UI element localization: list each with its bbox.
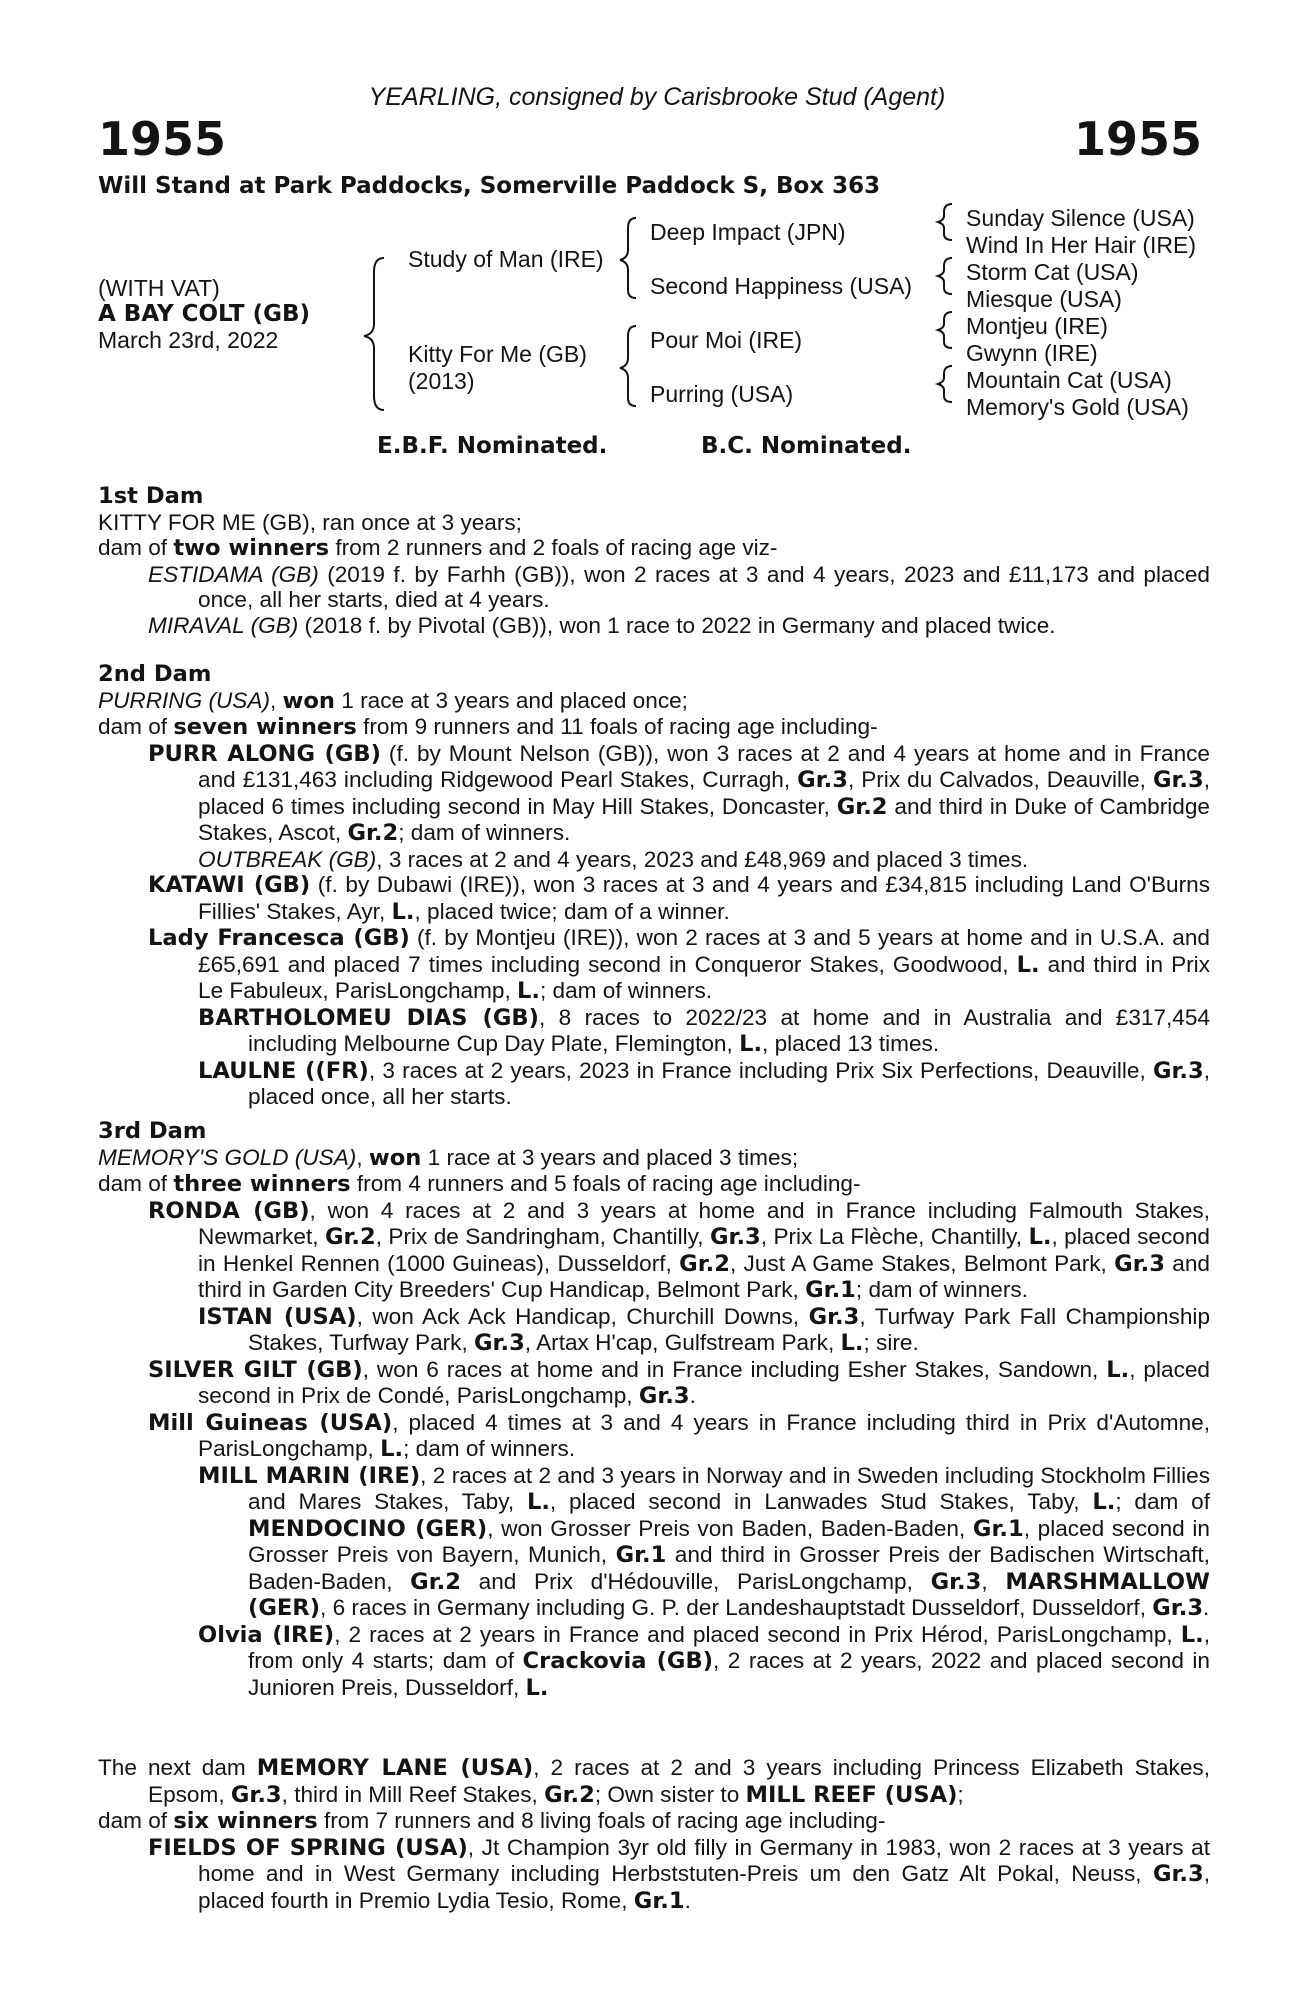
pedigree-dam: Kitty For Me (GB)	[408, 341, 587, 367]
produce-outbreak: OUTBREAK (GB), 3 races at 2 and 4 years, 2023 and £48,969 and placed 3 times.	[198, 846, 1029, 872]
pedigree-sire-dam: Second Happiness (USA)	[650, 273, 913, 299]
pedigree-g3-2: Wind In Her Hair (IRE)	[966, 232, 1197, 258]
bc-nomination: B.C. Nominated.	[701, 433, 912, 459]
produce-ronda: RONDA (GB), won 4 races at 2 and 3 years at home and in France including Falmouth Stakes, Newmarket, Gr.2, Prix de Sandringham, Chantilly, Gr.3, Prix La Flèche, Chantilly, L., placed second in Henkel Rennen (1000 Guineas), Dusseldorf, Gr.2, Just A Game Stakes, Belmont Park, Gr.3 and third in Garden City Breeders' Cup Handicap, Belmont Park, Gr.1; dam of winners.	[148, 1197, 1210, 1303]
first-dam-heading: 1st Dam	[98, 483, 204, 509]
produce-laulne: LAULNE ((FR), 3 races at 2 years, 2023 in France including Prix Six Perfections, Deauville, Gr.3, placed once, all her starts.	[198, 1057, 1210, 1109]
third-dam-section	[98, 1119, 1210, 1701]
produce-mill-guineas: Mill Guineas (USA), placed 4 times at 3 and 4 years in France including third in Prix d'Automne, ParisLongchamp, L.; dam of winners.	[148, 1409, 1210, 1462]
produce-estidama: ESTIDAMA (GB) (2019 f. by Farhh (GB)), won 2 races at 3 and 4 years, 2023 and £11,173 and placed once, all her starts, died at 4 years.	[148, 561, 1210, 612]
pedigree-sire-sire: Deep Impact (JPN)	[650, 219, 846, 245]
third-dam-line: MEMORY'S GOLD (USA), won 1 race at 3 years and placed 3 times;	[98, 1144, 799, 1171]
pedigree-dam-dam: Purring (USA)	[650, 381, 794, 407]
next-dam-produce-line: dam of six winners from 7 runners and 8 living foals of racing age including-	[98, 1808, 886, 1834]
first-dam-section	[98, 484, 1210, 638]
produce-katawi: KATAWI (GB) (f. by Dubawi (IRE)), won 3 races at 3 and 4 years and £34,815 including Land O'Burns Fillies' Stakes, Ayr, L., placed twice; dam of a winner.	[148, 872, 1211, 925]
next-dam-section	[98, 1755, 1210, 1914]
vat-note: (WITH VAT)	[98, 275, 220, 301]
next-dam-line: The next dam MEMORY LANE (USA), 2 races at 2 and 3 years including Princess Elizabeth Stakes, Epsom, Gr.3, third in Mill Reef Stakes, Gr.2; Own sister to MILL REEF (USA);	[98, 1755, 1210, 1808]
ebf-nomination: E.B.F. Nominated.	[377, 433, 608, 459]
pedigree-g3-6: Gwynn (IRE)	[966, 340, 1098, 366]
pedigree-g3-3: Storm Cat (USA)	[966, 259, 1139, 285]
second-dam-line: PURRING (USA), won 1 race at 3 years and placed once;	[98, 687, 688, 714]
produce-bartholomeu-dias: BARTHOLOMEU DIAS (GB), 8 races to 2022/23 at home and in Australia and £317,454 including Melbourne Cup Day Plate, Flemington, L., placed 13 times.	[198, 1004, 1211, 1057]
pedigree-sire: Study of Man (IRE)	[408, 246, 604, 272]
produce-miraval: MIRAVAL (GB) (2018 f. by Pivotal (GB)), won 1 race to 2022 in Germany and placed twice.	[148, 612, 1056, 638]
produce-silver-gilt: SILVER GILT (GB), won 6 races at home and in France including Esher Stakes, Sandown, L., placed second in Prix de Condé, ParisLongchamp, Gr.3.	[148, 1356, 1210, 1409]
produce-istan: ISTAN (USA), won Ack Ack Handicap, Churchill Downs, Gr.3, Turfway Park Fall Championship Stakes, Turfway Park, Gr.3, Artax H'cap, Gulfstream Park, L.; sire.	[198, 1303, 1211, 1356]
pedigree-g3-4: Miesque (USA)	[966, 286, 1122, 312]
second-dam-section	[98, 662, 1210, 1110]
stand-location: Will Stand at Park Paddocks, Somerville Paddock S, Box 363	[98, 173, 881, 199]
produce-lady-francesca: Lady Francesca (GB) (f. by Montjeu (IRE)), won 2 races at 3 and 5 years at home and in U.S.A. and £65,691 and placed 7 times including second in Conqueror Stakes, Goodwood, L. and third in Prix Le Fabuleux, ParisLongchamp, L.; dam of winners.	[148, 925, 1210, 1004]
second-dam-heading: 2nd Dam	[98, 661, 212, 687]
lot-number-left: 1955	[98, 112, 227, 166]
third-dam-produce-line: dam of three winners from 4 runners and 5 foals of racing age including-	[98, 1171, 861, 1197]
first-dam-line: KITTY FOR ME (GB), ran once at 3 years;	[98, 509, 522, 535]
produce-olvia: Olvia (IRE), 2 races at 2 years in France and placed second in Prix Hérod, ParisLongchamp, L., from only 4 starts; dam of Crackovia (GB), 2 races at 2 years, 2022 and placed second in Junioren Preis, Dusseldorf, L.	[198, 1621, 1210, 1701]
pedigree-dam-sire: Pour Moi (IRE)	[650, 327, 803, 353]
pedigree-dam-year: (2013)	[408, 368, 475, 394]
second-dam-produce-line: dam of seven winners from 9 runners and 11 foals of racing age including-	[98, 714, 878, 740]
foaling-date: March 23rd, 2022	[98, 327, 279, 353]
consignment-line: YEARLING, consigned by Carisbrooke Stud (Agent)	[368, 83, 946, 111]
pedigree-g3-1: Sunday Silence (USA)	[966, 205, 1195, 231]
third-dam-heading: 3rd Dam	[98, 1118, 207, 1144]
produce-purr-along: PURR ALONG (GB) (f. by Mount Nelson (GB)), won 3 races at 2 and 4 years at home and in France and £131,463 including Ridgewood Pearl Stakes, Curragh, Gr.3, Prix du Calvados, Deauville, Gr.3, placed 6 times including second in May Hill Stakes, Doncaster, Gr.2 and third in Duke of Cambridge Stakes, Ascot, Gr.2; dam of winners.	[148, 740, 1210, 846]
pedigree-g3-7: Mountain Cat (USA)	[966, 367, 1172, 393]
pedigree-g3-5: Montjeu (IRE)	[966, 313, 1108, 339]
produce-mill-marin: MILL MARIN (IRE), 2 races at 2 and 3 years in Norway and in Sweden including Stockholm Fillies and Mares Stakes, Taby, L., placed second in Lanwades Stud Stakes, Taby, L.; dam of MENDOCINO (GER), won Grosser Preis von Baden, Baden-Baden, Gr.1, placed second in Grosser Preis von Bayern, Munich, Gr.1 and third in Grosser Preis der Badischen Wirtschaft, Baden-Baden, Gr.2 and Prix d'Hédouville, ParisLongchamp, Gr.3, MARSHMALLOW (GER), 6 races in Germany including G. P. der Landeshauptstadt Dusseldorf, Dusseldorf, Gr.3.	[198, 1462, 1211, 1621]
lot-number-right: 1955	[1073, 112, 1202, 166]
produce-fields-of-spring: FIELDS OF SPRING (USA), Jt Champion 3yr old filly in Germany in 1983, won 2 races at 3 years at home and in West Germany including Herbststuten-Preis um den Gatz Alt Pokal, Neuss, Gr.3, placed fourth in Premio Lydia Tesio, Rome, Gr.1.	[148, 1834, 1210, 1914]
horse-name: A BAY COLT (GB)	[98, 301, 311, 327]
pedigree-g3-8: Memory's Gold (USA)	[966, 394, 1189, 420]
first-dam-produce-line: dam of two winners from 2 runners and 2 foals of racing age viz-	[98, 535, 778, 561]
